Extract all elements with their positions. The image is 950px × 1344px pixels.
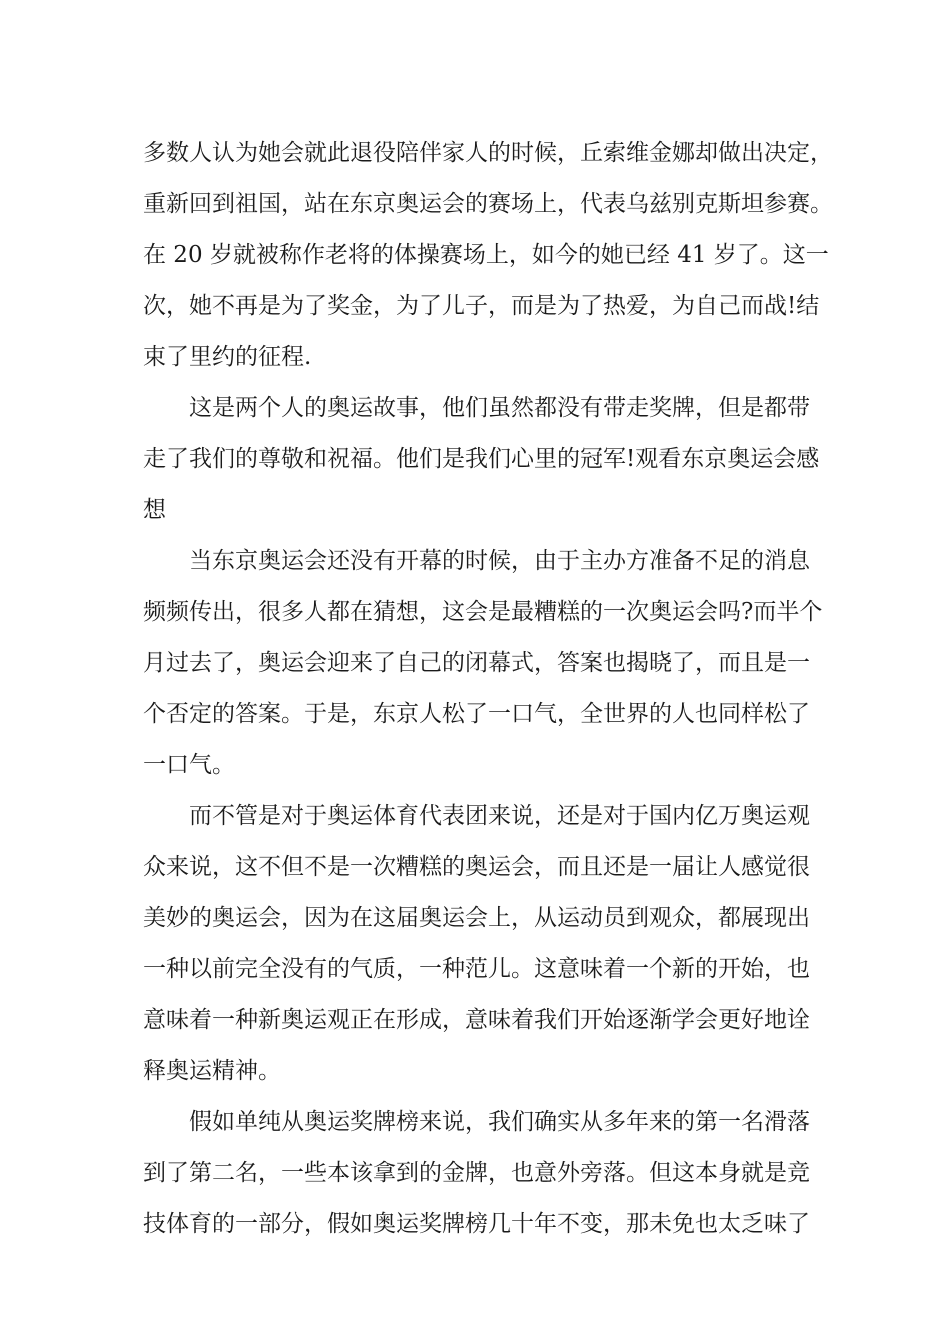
text-line: 到了第二名，一些本该拿到的金牌，也意外旁落。但这本身就是竞 [143,1160,810,1186]
text-line: 众来说，这不但不是一次糟糕的奥运会，而且还是一届让人感觉很 [143,854,810,880]
paragraph-1 [143,128,833,383]
text-line: 意味着一种新奥运观正在形成，意味着我们开始逐渐学会更好地诠 [143,1007,810,1033]
text-line: 一种以前完全没有的气质，一种范儿。这意味着一个新的开始，也 [143,956,810,982]
text-line: 个否定的答案。于是，东京人松了一口气，全世界的人也同样松了 [143,701,810,727]
text-line: 一口气。 [143,752,235,778]
paragraph-3 [143,536,823,791]
document-body [143,128,833,1250]
text-line: 假如单纯从奥运奖牌榜来说，我们确实从多年来的第一名滑落 [189,1109,810,1135]
text-line: 美妙的奥运会，因为在这届奥运会上，从运动员到观众，都展现出 [143,905,810,931]
text-line: 多数人认为她会就此退役陪伴家人的时候，丘索维金娜却做出决定， [143,140,833,166]
text-line: 束了里约的征程. [143,344,312,370]
text-line: 技体育的一部分，假如奥运奖牌榜几十年不变，那未免也太乏味了 [143,1211,810,1237]
paragraph-4 [143,791,813,1097]
text-line: 这是两个人的奥运故事，他们虽然都没有带走奖牌，但是都带 [189,395,810,421]
paragraph-2 [143,383,820,536]
paragraph-5 [143,1097,813,1250]
text-line: 走了我们的尊敬和祝福。他们是我们心里的冠军!观看东京奥运会感 [143,446,820,472]
text-line: 当东京奥运会还没有开幕的时候，由于主办方准备不足的消息 [189,548,810,574]
text-line: 而不管是对于奥运体育代表团来说，还是对于国内亿万奥运观 [189,803,810,829]
text-line: 次，她不再是为了奖金，为了儿子，而是为了热爱，为自己而战!结 [143,293,820,319]
text-line: 释奥运精神。 [143,1058,281,1084]
text-line: 想 [143,497,166,523]
text-line: 在 20 岁就被称作老将的体操赛场上，如今的她已经 41 岁了。这一 [143,242,829,268]
text-line: 重新回到祖国，站在东京奥运会的赛场上，代表乌兹别克斯坦参赛。 [143,191,833,217]
text-line: 月过去了，奥运会迎来了自己的闭幕式，答案也揭晓了，而且是一 [143,650,810,676]
text-line: 频频传出，很多人都在猜想，这会是最糟糕的一次奥运会吗?而半个 [143,599,823,625]
